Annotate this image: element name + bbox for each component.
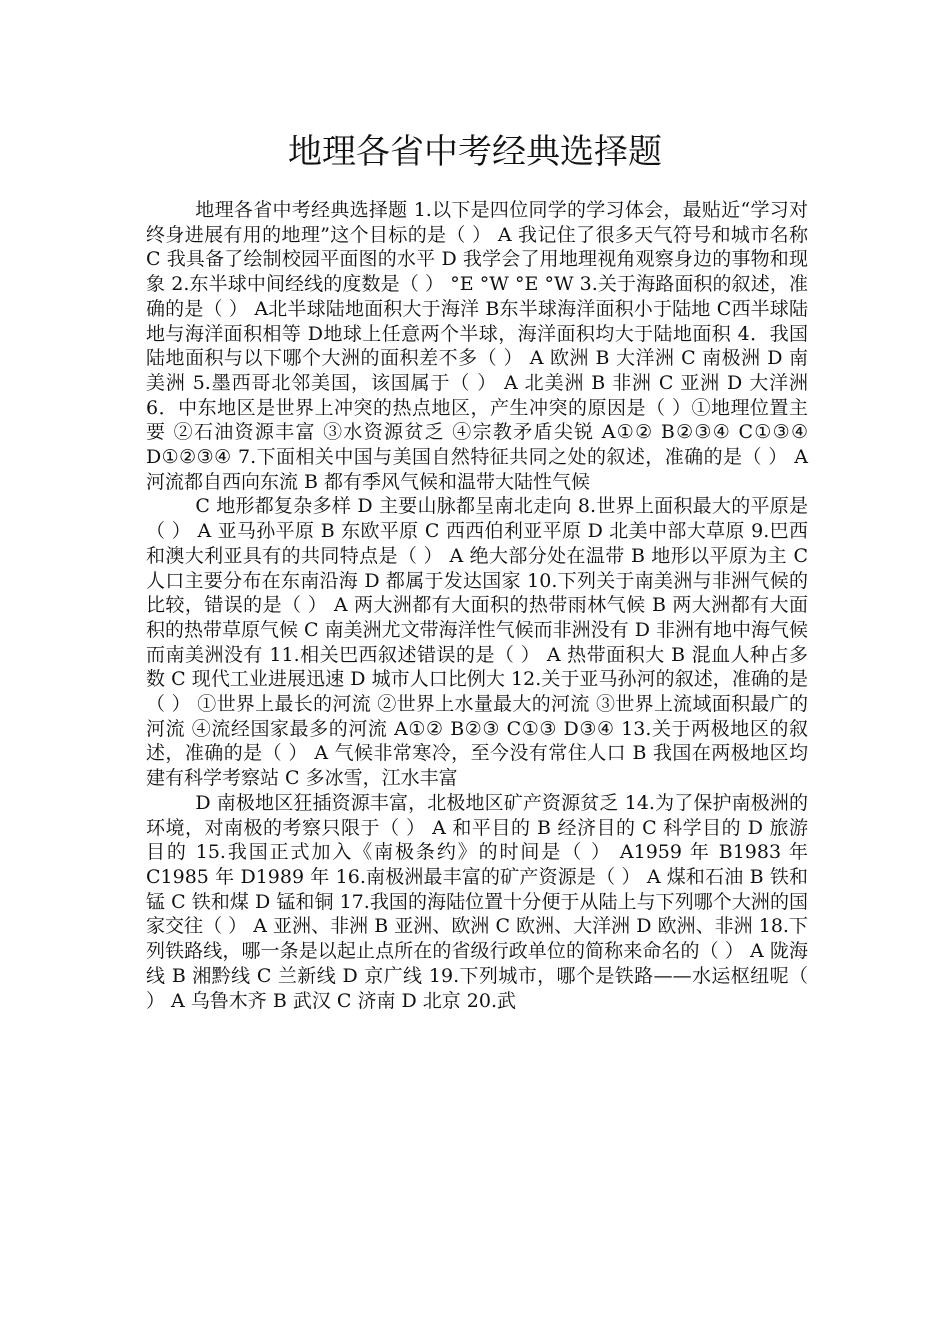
body-paragraph-2: C 地形都复杂多样 D 主要山脉都呈南北走向 8.世界上面积最大的平原是（ ） A 亚马孙平原 B 东欧平原 C 西西伯利亚平原 D 北美中部大草原 9.巴西和澳大利亚具有的共同特点是（ ） A 绝大部分处在温带 B 地形以平原为主 C 人口主要分布在东南沿海 D 都属于发达国家 10.下列关于南美洲与非洲气候的比较，错误的是（ ） A 两大洲都有大面积的热带雨林气候 B 两大洲都有大面积的热带草原气候 C 南美洲尤文带海洋性气候而非洲没有 D 非洲有地中海气候而南美洲没有 11.相关巴西叙述错误的是（ ） A 热带面积大 B 混血人种占多数 C 现代工业进展迅速 D 城市人口比例大 12.关于亚马孙河的叙述，准确的是（ ） ①世界上最长的河流 ②世界上水量最大的河流 ③世界上流域面积最广的河流 ④流经国家最多的河流 A①② B②③ C①③ D③④ 13.关于两极地区的叙述，准确的是（ ） A 气候非常寒冷，至今没有常住人口 B 我国在两极地区均建有科学考察站 C 多冰雪，江水丰富 [146, 495, 808, 790]
document-body [146, 198, 808, 1013]
page-title: 地理各省中考经典选择题 [288, 132, 662, 172]
body-paragraph-3: D 南极地区狂插资源丰富，北极地区矿产资源贫乏 14.为了保护南极洲的环境，对南极的考察只限于（ ） A 和平目的 B 经济目的 C 科学目的 D 旅游目的 15.我国正式加入《南极条约》的时间是（ ） A1959 年 B1983 年 C1985 年 D1989 年 16.南极洲最丰富的矿产资源是（ ） A 煤和石油 B 铁和锰 C 铁和煤 D 锰和铜 17.我国的海陆位置十分便于从陆上与下列哪个大洲的国家交往（ ） A 亚洲、非洲 B 亚洲、欧洲 C 欧洲、大洋洲 D 欧洲、非洲 18.下列铁路线，哪一条是以起止点所在的省级行政单位的简称来命名的（ ） A 陇海线 B 湘黔线 C 兰新线 D 京广线 19.下列城市，哪个是铁路——水运枢纽呢（ ） A 乌鲁木齐 B 武汉 C 济南 D 北京 20.武 [146, 791, 808, 1012]
body-paragraph-1: 地理各省中考经典选择题 1.以下是四位同学的学习体会，最贴近“学习对终身进展有用的地理”这个目标的是（ ） A 我记住了很多天气符号和城市名称 C 我具备了绘制校园平面图的水平 D 我学会了用地理视角观察身边的事物和现象 2.东半球中间经线的度数是（ ） °E °W °E °W 3.关于海路面积的叙述，准确的是（ ） A北半球陆地面积大于海洋 B东半球海洋面积小于陆地 C西半球陆地与海洋面积相等 D地球上任意两个半球，海洋面积均大于陆地面积 4．我国陆地面积与以下哪个大洲的面积差不多（ ） A 欧洲 B 大洋洲 C 南极洲 D 南美洲 5.墨西哥北邻美国，该国属于（ ） A 北美洲 B 非洲 C 亚洲 D 大洋洲 6．中东地区是世界上冲突的热点地区，产生冲突的原因是（ ）①地理位置主要 ②石油资源丰富 ③水资源贫乏 ④宗教矛盾尖锐 A①② B②③④ C①③④ D①②③④ 7.下面相关中国与美国自然特征共同之处的叙述，准确的是（ ） A 河流都自西向东流 B 都有季风气候和温带大陆性气候 [146, 199, 808, 493]
